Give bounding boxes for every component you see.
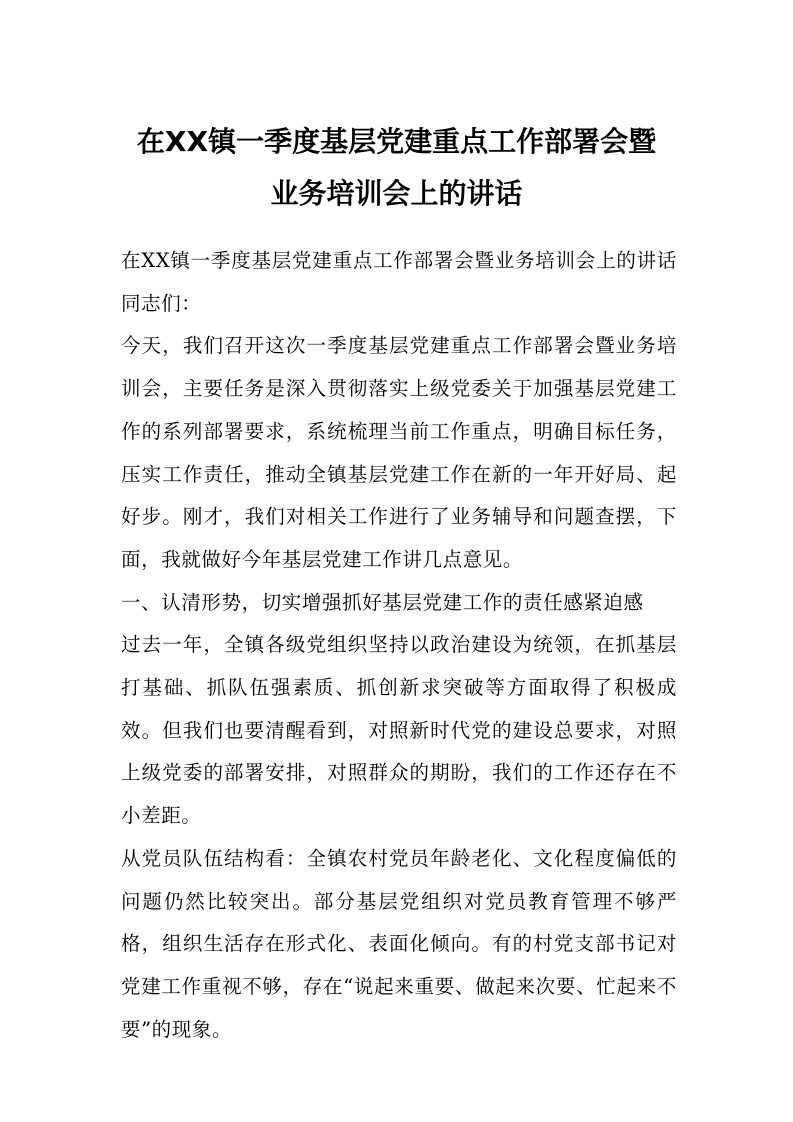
document-title-line-2: 业务培训会上的讲话: [270, 177, 523, 210]
paragraph-introduction: 今天，我们召开这次一季度基层党建重点工作部署会暨业务培训会，主要任务是深入贯彻落实上级党委关于加强基层党建工作的系列部署要求，系统梳理当前工作重点，明确目标任务，压实工作责任，推动全镇基层党建工作在新的一年开好局、起好步。刚才，我们对相关工作进行了业务辅导和问题查摆，下面，我就做好今年基层党建工作讲几点意见。: [121, 334, 677, 571]
paragraph-party-members: 从党员队伍结构看：全镇农村党员年龄老化、文化程度偏低的问题仍然比较突出。部分基层党组织对党员教育管理不够严格，组织生活存在形式化、表面化倾向。有的村党支部书记对党建工作重视不够，存在“说起来重要、做起来次要、忙起来不要”的现象。: [121, 846, 677, 1041]
paragraph-past-year: 过去一年，全镇各级党组织坚持以政治建设为统领，在抓基层打基础、抓队伍强素质、抓创新求突破等方面取得了积极成效。但我们也要清醒看到，对照新时代党的建设总要求，对照上级党委的部署安排，对照群众的期盼，我们的工作还存在不小差距。: [121, 633, 677, 828]
document-title-line-1: 在XX镇一季度基层党建重点工作部署会暨: [136, 125, 657, 158]
section-heading-1: 一、认清形势，切实增强抓好基层党建工作的责任感紧迫感: [121, 590, 644, 614]
paragraph-opening: 在XX镇一季度基层党建重点工作部署会暨业务培训会上的讲话同志们：: [121, 249, 677, 315]
document-body: [121, 240, 677, 1051]
